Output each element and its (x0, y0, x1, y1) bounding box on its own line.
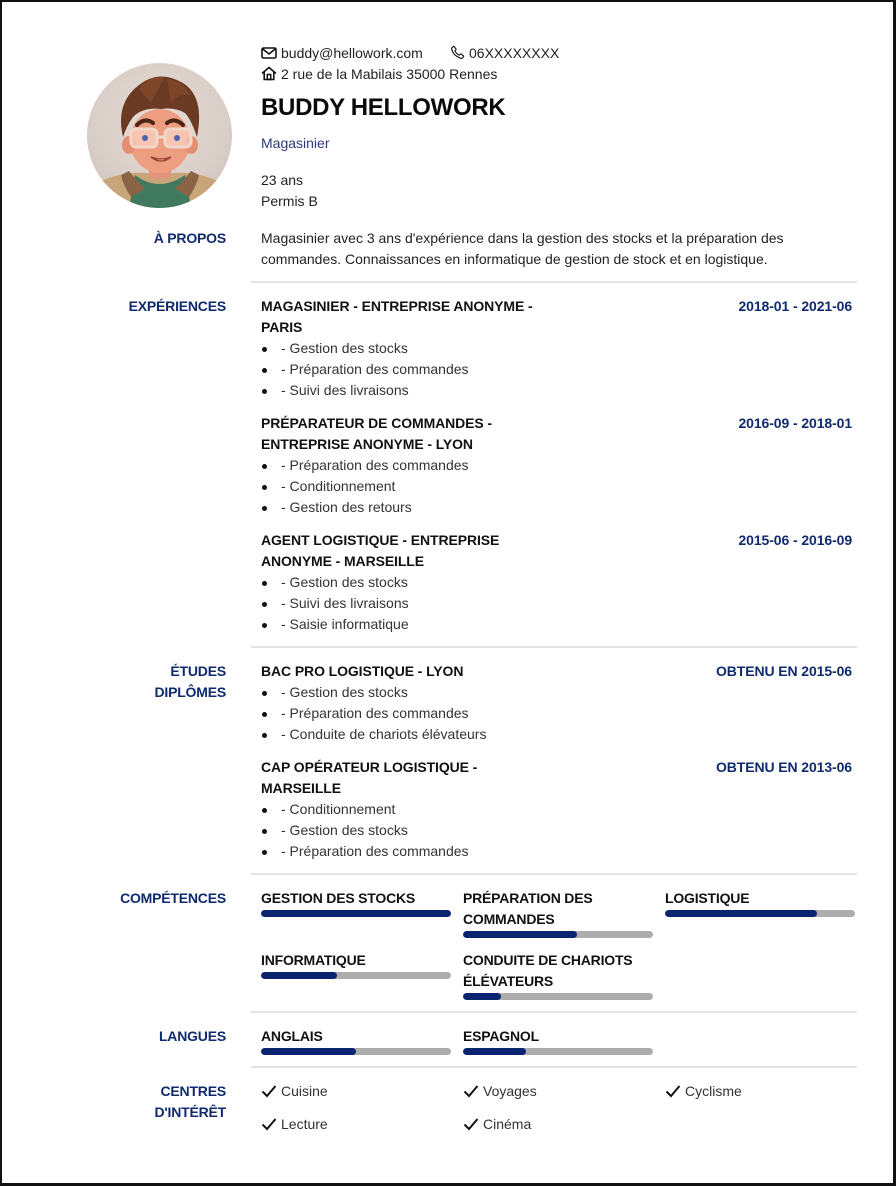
topic-item: - Préparation des commandes (261, 841, 681, 862)
language-level-fill (463, 1048, 526, 1055)
language-name: ANGLAIS (261, 1028, 323, 1044)
checkmark-icon (463, 1084, 479, 1098)
skill-level-fill (261, 910, 451, 917)
skill-item (665, 888, 855, 917)
interest-item: Cuisine (261, 1081, 328, 1102)
experience-dates: 2015-06 - 2016-09 (738, 532, 852, 548)
skill-name: INFORMATIQUE (261, 952, 366, 968)
task-item: - Suivi des livraisons (261, 380, 681, 401)
skill-level-bar (463, 931, 653, 938)
skill-name: CONDUITE DE CHARIOTS ÉLÉVATEURS (463, 952, 633, 989)
education-date: OBTENU EN 2015-06 (715, 663, 852, 679)
topic-item: - Gestion des stocks (261, 820, 681, 841)
section-divider (251, 281, 857, 283)
experience-entry (261, 530, 681, 635)
home-icon (261, 66, 277, 81)
phone-text: 06XXXXXXXX (469, 45, 560, 61)
task-item: - Gestion des stocks (261, 572, 681, 593)
education-entry (261, 757, 681, 862)
section-divider (251, 1066, 857, 1068)
language-item (463, 1026, 653, 1055)
interest-item: Voyages (463, 1081, 537, 1102)
topic-item: - Conditionnement (261, 799, 681, 820)
candidate-license: Permis B (261, 193, 318, 209)
language-level-bar (463, 1048, 653, 1055)
experience-title: AGENT LOGISTIQUE - ENTREPRISE ANONYME - MARSEILLE (261, 532, 500, 569)
about-text-line-2: commandes. Connaissances en informatique de gestion de stock et en logistique. (261, 251, 768, 267)
experience-title: MAGASINIER - ENTREPRISE ANONYME - PARIS (261, 298, 533, 335)
section-divider (251, 646, 857, 648)
avatar (87, 63, 232, 208)
experience-tasks (261, 338, 681, 401)
language-level-bar (261, 1048, 451, 1055)
experience-entry (261, 413, 681, 518)
section-label-languages: LANGUES (158, 1028, 226, 1044)
address-text: 2 rue de la Mabilais 35000 Rennes (281, 66, 498, 82)
checkmark-icon (261, 1084, 277, 1098)
experience-dates: 2018-01 - 2021-06 (738, 298, 852, 314)
interest-item: Lecture (261, 1114, 328, 1135)
candidate-job-title: Magasinier (261, 135, 330, 151)
skill-item (463, 950, 653, 1000)
section-label-experiences: EXPÉRIENCES (128, 298, 226, 314)
skill-level-fill (463, 993, 501, 1000)
experience-entry (261, 296, 681, 401)
email-contact (261, 43, 423, 64)
skill-level-bar (261, 910, 451, 917)
email-text: buddy@hellowork.com (281, 45, 423, 61)
skill-item (261, 888, 451, 917)
checkmark-icon (463, 1117, 479, 1131)
checkmark-icon (261, 1117, 277, 1131)
task-item: - Préparation des commandes (261, 359, 681, 380)
interest-item: Cyclisme (665, 1081, 742, 1102)
envelope-icon (261, 47, 277, 59)
topic-item: - Préparation des commandes (261, 703, 681, 724)
skill-level-bar (463, 993, 653, 1000)
interest-item: Cinéma (463, 1114, 531, 1135)
language-item (261, 1026, 451, 1055)
section-divider (251, 873, 857, 875)
skill-level-fill (665, 910, 817, 917)
skill-name: PRÉPARATION DES COMMANDES (463, 890, 593, 927)
phone-icon (450, 45, 465, 60)
skill-level-fill (463, 931, 577, 938)
education-date: OBTENU EN 2013-06 (715, 759, 852, 775)
language-name: ESPAGNOL (463, 1028, 539, 1044)
experience-dates: 2016-09 - 2018-01 (738, 415, 852, 431)
topic-item: - Conduite de chariots élévateurs (261, 724, 681, 745)
section-label-education: ÉTUDES DIPLÔMES (154, 663, 226, 700)
skill-level-fill (261, 972, 337, 979)
skill-item (261, 950, 451, 979)
skill-level-bar (261, 972, 451, 979)
experience-tasks (261, 572, 681, 635)
phone-contact (450, 43, 559, 64)
task-item: - Conditionnement (261, 476, 681, 497)
about-text-line-1: Magasinier avec 3 ans d'expérience dans la gestion des stocks et la préparation des (261, 230, 784, 246)
section-label-interests: CENTRES D'INTÉRÊT (154, 1083, 226, 1120)
address-contact (261, 64, 497, 85)
skill-name: LOGISTIQUE (665, 890, 750, 906)
education-topics (261, 799, 681, 862)
experience-title: PRÉPARATEUR DE COMMANDES - ENTREPRISE ANONYME - LYON (261, 415, 492, 452)
section-label-about: À PROPOS (153, 230, 226, 246)
candidate-age: 23 ans (261, 172, 304, 188)
candidate-name: BUDDY HELLOWORK (261, 94, 506, 121)
skill-item (463, 888, 653, 938)
task-item: - Saisie informatique (261, 614, 681, 635)
education-title: CAP OPÉRATEUR LOGISTIQUE - MARSEILLE (261, 759, 478, 796)
language-level-fill (261, 1048, 356, 1055)
topic-item: - Gestion des stocks (261, 682, 681, 703)
task-item: - Préparation des commandes (261, 455, 681, 476)
education-topics (261, 682, 681, 745)
education-title: BAC PRO LOGISTIQUE - LYON (261, 663, 464, 679)
experience-tasks (261, 455, 681, 518)
education-entry (261, 661, 681, 745)
avatar-illustration-icon (87, 63, 232, 208)
skill-level-bar (665, 910, 855, 917)
task-item: - Gestion des stocks (261, 338, 681, 359)
skill-name: GESTION DES STOCKS (261, 890, 416, 906)
section-label-skills: COMPÉTENCES (120, 890, 226, 906)
section-divider (251, 1011, 857, 1013)
task-item: - Gestion des retours (261, 497, 681, 518)
task-item: - Suivi des livraisons (261, 593, 681, 614)
checkmark-icon (665, 1084, 681, 1098)
